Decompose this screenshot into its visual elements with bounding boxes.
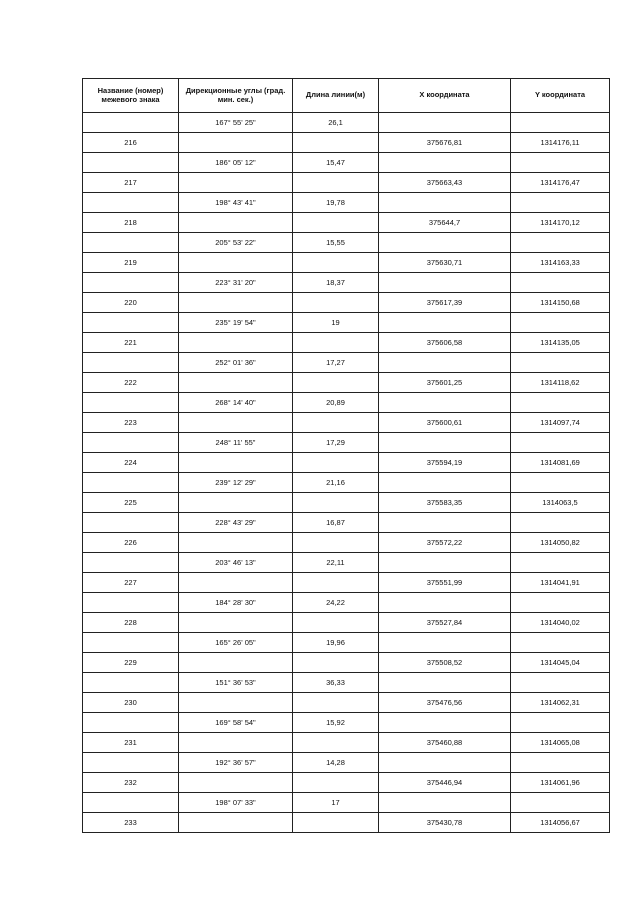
- y-coordinate-cell: 1314170,12: [511, 213, 610, 233]
- empty-cell: [83, 433, 179, 453]
- x-coordinate-cell: 375446,94: [379, 773, 511, 793]
- empty-cell: [511, 353, 610, 373]
- x-coordinate-cell: 375551,99: [379, 573, 511, 593]
- empty-cell: [379, 433, 511, 453]
- direction-angle-cell: 239° 12' 29": [179, 473, 293, 493]
- empty-cell: [179, 533, 293, 553]
- point-name-cell: 228: [83, 613, 179, 633]
- point-name-cell: 222: [83, 373, 179, 393]
- empty-cell: [83, 753, 179, 773]
- empty-cell: [83, 353, 179, 373]
- line-length-cell: 26,1: [293, 113, 379, 133]
- direction-angle-cell: 248° 11' 55": [179, 433, 293, 453]
- empty-cell: [379, 273, 511, 293]
- line-length-cell: 19,78: [293, 193, 379, 213]
- empty-cell: [379, 673, 511, 693]
- direction-angle-cell: 151° 36' 53": [179, 673, 293, 693]
- header-line-length: Длина линии(м): [293, 79, 379, 113]
- point-row: [83, 413, 610, 433]
- point-row: [83, 373, 610, 393]
- empty-cell: [293, 293, 379, 313]
- empty-cell: [293, 613, 379, 633]
- empty-cell: [293, 813, 379, 833]
- empty-cell: [179, 133, 293, 153]
- empty-cell: [83, 553, 179, 573]
- point-name-cell: 217: [83, 173, 179, 193]
- direction-angle-cell: 205° 53' 22": [179, 233, 293, 253]
- empty-cell: [511, 753, 610, 773]
- empty-cell: [83, 273, 179, 293]
- point-row: [83, 213, 610, 233]
- table-header-row: [83, 79, 610, 113]
- empty-cell: [293, 213, 379, 233]
- empty-cell: [83, 473, 179, 493]
- segment-row: [83, 233, 610, 253]
- point-name-cell: 223: [83, 413, 179, 433]
- direction-angle-cell: 169° 58' 54": [179, 713, 293, 733]
- empty-cell: [511, 313, 610, 333]
- empty-cell: [179, 173, 293, 193]
- point-row: [83, 333, 610, 353]
- direction-angle-cell: 167° 55' 25": [179, 113, 293, 133]
- direction-angle-cell: 192° 36' 57": [179, 753, 293, 773]
- point-row: [83, 813, 610, 833]
- line-length-cell: 19,96: [293, 633, 379, 653]
- empty-cell: [511, 393, 610, 413]
- empty-cell: [83, 193, 179, 213]
- segment-row: [83, 593, 610, 613]
- segment-row: [83, 433, 610, 453]
- point-row: [83, 653, 610, 673]
- empty-cell: [83, 393, 179, 413]
- point-name-cell: 233: [83, 813, 179, 833]
- empty-cell: [293, 773, 379, 793]
- line-length-cell: 19: [293, 313, 379, 333]
- empty-cell: [511, 673, 610, 693]
- segment-row: [83, 473, 610, 493]
- line-length-cell: 15,92: [293, 713, 379, 733]
- empty-cell: [293, 173, 379, 193]
- direction-angle-cell: 228° 43' 29": [179, 513, 293, 533]
- point-row: [83, 573, 610, 593]
- segment-row: [83, 793, 610, 813]
- x-coordinate-cell: 375583,35: [379, 493, 511, 513]
- segment-row: [83, 633, 610, 653]
- header-y-coordinate: Y координата: [511, 79, 610, 113]
- empty-cell: [379, 393, 511, 413]
- empty-cell: [83, 313, 179, 333]
- line-length-cell: 15,47: [293, 153, 379, 173]
- point-name-cell: 220: [83, 293, 179, 313]
- segment-row: [83, 273, 610, 293]
- empty-cell: [379, 633, 511, 653]
- line-length-cell: 24,22: [293, 593, 379, 613]
- x-coordinate-cell: 375601,25: [379, 373, 511, 393]
- direction-angle-cell: 165° 26' 05": [179, 633, 293, 653]
- y-coordinate-cell: 1314056,67: [511, 813, 610, 833]
- empty-cell: [379, 553, 511, 573]
- empty-cell: [179, 653, 293, 673]
- empty-cell: [379, 353, 511, 373]
- empty-cell: [511, 233, 610, 253]
- empty-cell: [83, 113, 179, 133]
- empty-cell: [179, 213, 293, 233]
- empty-cell: [379, 753, 511, 773]
- point-name-cell: 232: [83, 773, 179, 793]
- empty-cell: [83, 233, 179, 253]
- direction-angle-cell: 198° 43' 41": [179, 193, 293, 213]
- y-coordinate-cell: 1314176,47: [511, 173, 610, 193]
- segment-row: [83, 113, 610, 133]
- segment-row: [83, 353, 610, 373]
- line-length-cell: 36,33: [293, 673, 379, 693]
- empty-cell: [379, 713, 511, 733]
- empty-cell: [511, 193, 610, 213]
- header-direction-angle: Дирекционные углы (град. мин. сек.): [179, 79, 293, 113]
- empty-cell: [83, 633, 179, 653]
- point-name-cell: 231: [83, 733, 179, 753]
- table-body: [83, 113, 610, 833]
- line-length-cell: 22,11: [293, 553, 379, 573]
- x-coordinate-cell: 375508,52: [379, 653, 511, 673]
- boundary-points-table: [82, 78, 610, 833]
- x-coordinate-cell: 375676,81: [379, 133, 511, 153]
- empty-cell: [379, 513, 511, 533]
- point-row: [83, 133, 610, 153]
- line-length-cell: 17,27: [293, 353, 379, 373]
- empty-cell: [293, 573, 379, 593]
- point-row: [83, 253, 610, 273]
- empty-cell: [293, 733, 379, 753]
- empty-cell: [293, 453, 379, 473]
- empty-cell: [293, 533, 379, 553]
- empty-cell: [179, 693, 293, 713]
- point-name-cell: 216: [83, 133, 179, 153]
- y-coordinate-cell: 1314097,74: [511, 413, 610, 433]
- empty-cell: [179, 773, 293, 793]
- empty-cell: [511, 473, 610, 493]
- empty-cell: [511, 153, 610, 173]
- y-coordinate-cell: 1314045,04: [511, 653, 610, 673]
- empty-cell: [293, 373, 379, 393]
- x-coordinate-cell: 375600,61: [379, 413, 511, 433]
- x-coordinate-cell: 375430,78: [379, 813, 511, 833]
- point-name-cell: 218: [83, 213, 179, 233]
- empty-cell: [293, 333, 379, 353]
- empty-cell: [293, 693, 379, 713]
- x-coordinate-cell: 375617,39: [379, 293, 511, 313]
- empty-cell: [379, 593, 511, 613]
- x-coordinate-cell: 375476,56: [379, 693, 511, 713]
- point-row: [83, 773, 610, 793]
- point-name-cell: 225: [83, 493, 179, 513]
- x-coordinate-cell: 375630,71: [379, 253, 511, 273]
- point-row: [83, 173, 610, 193]
- segment-row: [83, 393, 610, 413]
- empty-cell: [511, 593, 610, 613]
- empty-cell: [83, 793, 179, 813]
- empty-cell: [293, 133, 379, 153]
- line-length-cell: 17: [293, 793, 379, 813]
- point-row: [83, 493, 610, 513]
- direction-angle-cell: 252° 01' 36": [179, 353, 293, 373]
- empty-cell: [379, 153, 511, 173]
- segment-row: [83, 673, 610, 693]
- y-coordinate-cell: 1314040,02: [511, 613, 610, 633]
- empty-cell: [511, 633, 610, 653]
- y-coordinate-cell: 1314050,82: [511, 533, 610, 553]
- y-coordinate-cell: 1314041,91: [511, 573, 610, 593]
- empty-cell: [179, 573, 293, 593]
- empty-cell: [179, 813, 293, 833]
- empty-cell: [179, 453, 293, 473]
- empty-cell: [511, 273, 610, 293]
- x-coordinate-cell: 375606,58: [379, 333, 511, 353]
- header-x-coordinate: X координата: [379, 79, 511, 113]
- segment-row: [83, 713, 610, 733]
- y-coordinate-cell: 1314063,5: [511, 493, 610, 513]
- x-coordinate-cell: 375460,88: [379, 733, 511, 753]
- x-coordinate-cell: 375594,19: [379, 453, 511, 473]
- empty-cell: [179, 733, 293, 753]
- y-coordinate-cell: 1314118,62: [511, 373, 610, 393]
- y-coordinate-cell: 1314176,11: [511, 133, 610, 153]
- point-row: [83, 613, 610, 633]
- y-coordinate-cell: 1314061,96: [511, 773, 610, 793]
- empty-cell: [511, 433, 610, 453]
- point-row: [83, 693, 610, 713]
- point-row: [83, 533, 610, 553]
- empty-cell: [511, 553, 610, 573]
- y-coordinate-cell: 1314081,69: [511, 453, 610, 473]
- empty-cell: [511, 713, 610, 733]
- empty-cell: [293, 413, 379, 433]
- empty-cell: [83, 673, 179, 693]
- empty-cell: [83, 153, 179, 173]
- empty-cell: [511, 113, 610, 133]
- empty-cell: [379, 793, 511, 813]
- empty-cell: [179, 613, 293, 633]
- empty-cell: [179, 293, 293, 313]
- empty-cell: [293, 253, 379, 273]
- segment-row: [83, 753, 610, 773]
- direction-angle-cell: 203° 46' 13": [179, 553, 293, 573]
- empty-cell: [293, 493, 379, 513]
- empty-cell: [83, 713, 179, 733]
- y-coordinate-cell: 1314135,05: [511, 333, 610, 353]
- direction-angle-cell: 186° 05' 12": [179, 153, 293, 173]
- empty-cell: [83, 593, 179, 613]
- y-coordinate-cell: 1314163,33: [511, 253, 610, 273]
- empty-cell: [379, 233, 511, 253]
- point-row: [83, 453, 610, 473]
- empty-cell: [179, 333, 293, 353]
- y-coordinate-cell: 1314065,08: [511, 733, 610, 753]
- empty-cell: [179, 253, 293, 273]
- point-name-cell: 221: [83, 333, 179, 353]
- direction-angle-cell: 184° 28' 30": [179, 593, 293, 613]
- header-point-name: Название (номер) межевого знака: [83, 79, 179, 113]
- point-row: [83, 293, 610, 313]
- segment-row: [83, 313, 610, 333]
- line-length-cell: 17,29: [293, 433, 379, 453]
- empty-cell: [511, 513, 610, 533]
- direction-angle-cell: 235° 19' 54": [179, 313, 293, 333]
- point-name-cell: 229: [83, 653, 179, 673]
- segment-row: [83, 553, 610, 573]
- point-name-cell: 230: [83, 693, 179, 713]
- line-length-cell: 15,55: [293, 233, 379, 253]
- empty-cell: [379, 193, 511, 213]
- empty-cell: [293, 653, 379, 673]
- point-name-cell: 224: [83, 453, 179, 473]
- line-length-cell: 18,37: [293, 273, 379, 293]
- empty-cell: [379, 113, 511, 133]
- empty-cell: [511, 793, 610, 813]
- empty-cell: [179, 493, 293, 513]
- point-name-cell: 226: [83, 533, 179, 553]
- point-name-cell: 219: [83, 253, 179, 273]
- direction-angle-cell: 198° 07' 33": [179, 793, 293, 813]
- empty-cell: [179, 413, 293, 433]
- x-coordinate-cell: 375527,84: [379, 613, 511, 633]
- segment-row: [83, 153, 610, 173]
- x-coordinate-cell: 375572,22: [379, 533, 511, 553]
- segment-row: [83, 193, 610, 213]
- y-coordinate-cell: 1314062,31: [511, 693, 610, 713]
- empty-cell: [83, 513, 179, 533]
- line-length-cell: 16,87: [293, 513, 379, 533]
- segment-row: [83, 513, 610, 533]
- line-length-cell: 14,28: [293, 753, 379, 773]
- point-row: [83, 733, 610, 753]
- y-coordinate-cell: 1314150,68: [511, 293, 610, 313]
- direction-angle-cell: 268° 14' 40": [179, 393, 293, 413]
- point-name-cell: 227: [83, 573, 179, 593]
- empty-cell: [179, 373, 293, 393]
- direction-angle-cell: 223° 31' 20": [179, 273, 293, 293]
- x-coordinate-cell: 375644,7: [379, 213, 511, 233]
- line-length-cell: 20,89: [293, 393, 379, 413]
- empty-cell: [379, 313, 511, 333]
- line-length-cell: 21,16: [293, 473, 379, 493]
- x-coordinate-cell: 375663,43: [379, 173, 511, 193]
- empty-cell: [379, 473, 511, 493]
